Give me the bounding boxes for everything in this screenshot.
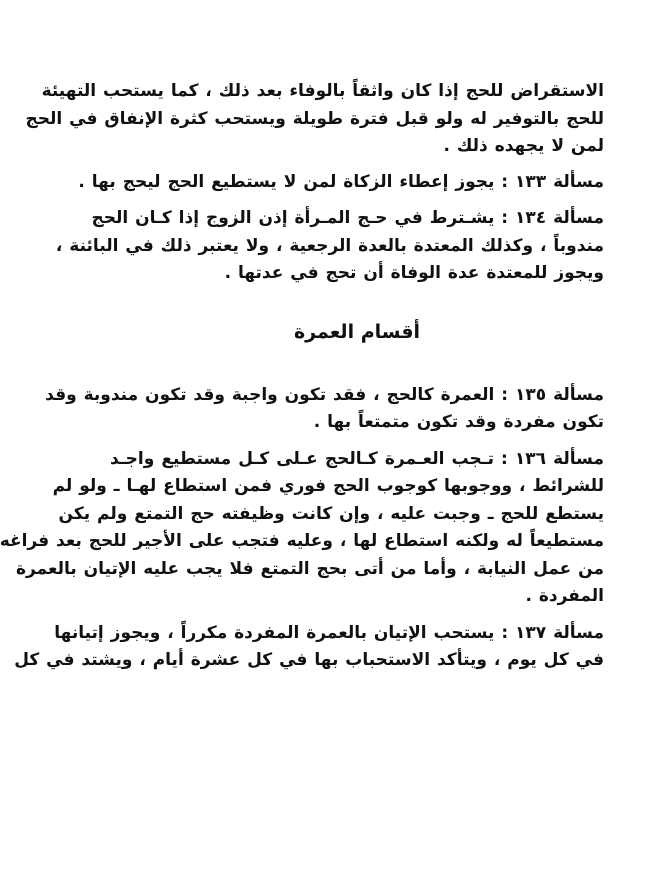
text-line: الاستقراض للحج إذا كان واثقاً بالوفاء بعد ذلك ، كما يستحب التهيئة xyxy=(41,81,604,101)
section-heading: أقسام العمرة xyxy=(293,320,421,343)
text-line: مسألة ١٣٣ : يجوز إعطاء الزكاة لمن لا يستطيع الحج ليحج بها . xyxy=(78,171,604,192)
text-line: مسألة ١٣٦ : تـجب العـمرة كـالحج عـلى كـل مستطيع واجـد xyxy=(110,448,604,469)
paragraph-issue-135 xyxy=(45,382,604,437)
page-body xyxy=(0,78,604,684)
text-line: تكون مفردة وقد تكون متمتعاً بها . xyxy=(313,412,604,432)
text-line: مستطيعاً له ولكنه استطاع لها ، وعليه فتجب على الأجير للحج بعد فراغه xyxy=(0,531,604,551)
text-line: من عمل النيابة ، وأما من أتى بحج التمتع فلا يجب عليه الإتيان بالعمرة xyxy=(15,558,604,579)
text-line: مندوباً ، وكذلك المعتدة بالعدة الرجعية ، ولا يعتبر ذلك في البائنة ، xyxy=(55,235,604,256)
paragraph-issue-133 xyxy=(78,169,604,197)
text-line: لمن لا يجهده ذلك . xyxy=(443,136,604,156)
text-line: في كل يوم ، ويتأكد الاستحباب بها في كل عشرة أيام ، ويشتد في كل xyxy=(14,650,604,670)
text-line: للشرائط ، ووجوبها كوجوب الحج فوري فمن استطاع لهـا ـ ولو لم xyxy=(52,476,604,496)
paragraph-issue-134 xyxy=(55,205,604,288)
text-line: مسألة ١٣٥ : العمرة كالحج ، فقد تكون واجبة وقد تكون مندوبة وقد xyxy=(45,384,604,405)
text-line: مسألة ١٣٧ : يستحب الإتيان بالعمرة المفردة مكرراً ، ويجوز إتيانها xyxy=(54,622,604,643)
text-line: المفردة . xyxy=(525,586,604,606)
text-line: للحج بالتوفير له ولو قبل فترة طويلة ويستحب كثرة الإنفاق في الحج xyxy=(25,108,604,129)
paragraph-issue-137 xyxy=(14,620,604,675)
text-line: ويجوز للمعتدة عدة الوفاة أن تحج في عدتها . xyxy=(224,263,604,283)
text-line: يستطع للحج ـ وجبت عليه ، وإن كانت وظيفته حج التمتع ولم يكن xyxy=(58,503,604,524)
paragraph-continuation xyxy=(25,78,604,161)
text-line: مسألة ١٣٤ : يشـترط في حـج المـرأة إذن الزوج إذا كـان الحج xyxy=(91,208,604,228)
paragraph-issue-136 xyxy=(0,446,604,611)
